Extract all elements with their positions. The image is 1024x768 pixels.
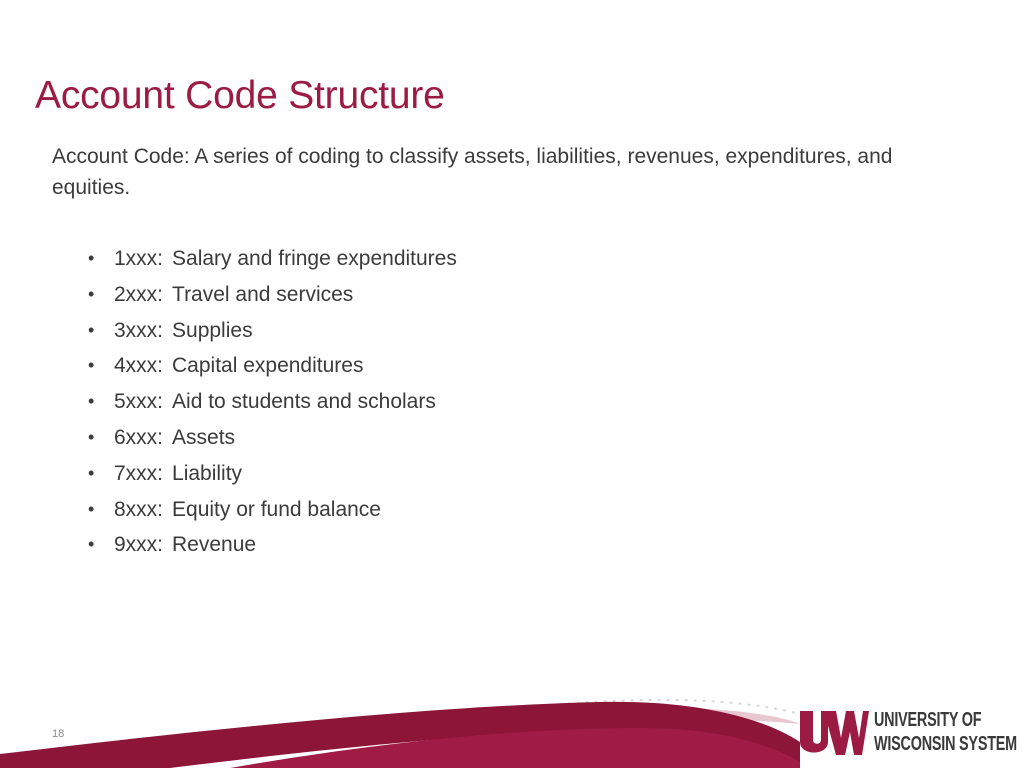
list-item — [86, 313, 457, 349]
bullet-icon: • — [88, 355, 95, 376]
account-code-list — [86, 241, 457, 563]
account-code: 7xxx: — [114, 461, 164, 485]
bullet-icon: • — [88, 391, 95, 412]
logo-wordmark — [874, 708, 1017, 756]
account-code: 2xxx: — [114, 282, 164, 306]
list-item — [86, 527, 457, 563]
account-code: 9xxx: — [114, 533, 164, 557]
university-logo — [798, 706, 1017, 760]
bullet-icon: • — [88, 248, 95, 268]
logo-line-1: UNIVERSITY OF — [874, 709, 982, 731]
intro-paragraph: Account Code: A series of coding to classify assets, liabilities, revenues, expenditures, and equities. — [52, 145, 893, 199]
account-code: 1xxx: — [114, 247, 164, 270]
account-code-label: Supplies — [172, 318, 253, 342]
account-code: 5xxx: — [114, 390, 164, 414]
slide-title: Account Code Structure — [35, 74, 445, 117]
account-code: 4xxx: — [114, 354, 164, 378]
bullet-icon: • — [88, 319, 95, 340]
list-item — [86, 384, 457, 420]
list-item — [86, 277, 457, 313]
bullet-icon: • — [88, 498, 95, 519]
page-number: 18 — [52, 728, 65, 740]
account-code-label: Capital expenditures — [172, 354, 364, 378]
list-item — [86, 492, 457, 528]
account-code-label: Aid to students and scholars — [172, 390, 436, 414]
bullet-icon: • — [88, 283, 95, 304]
account-code-label: Equity or fund balance — [172, 497, 381, 521]
account-code-label: Revenue — [172, 533, 257, 557]
account-code: 3xxx: — [114, 318, 164, 342]
bullet-icon: • — [88, 462, 95, 483]
list-item — [86, 348, 457, 384]
list-item — [86, 420, 457, 456]
account-code-label: Salary and fringe expenditures — [172, 247, 457, 270]
logo-line-2: WISCONSIN SYSTEM — [874, 733, 1017, 755]
account-code-label: Liability — [172, 461, 243, 485]
bullet-icon: • — [88, 426, 95, 447]
account-code-label: Assets — [172, 425, 236, 449]
account-code: 8xxx: — [114, 497, 164, 521]
account-code-label: Travel and services — [172, 282, 354, 306]
account-code: 6xxx: — [114, 425, 164, 449]
bullet-icon: • — [88, 534, 95, 555]
uw-logo-mark-icon — [798, 708, 870, 758]
list-item — [86, 456, 457, 492]
list-item — [86, 241, 457, 277]
